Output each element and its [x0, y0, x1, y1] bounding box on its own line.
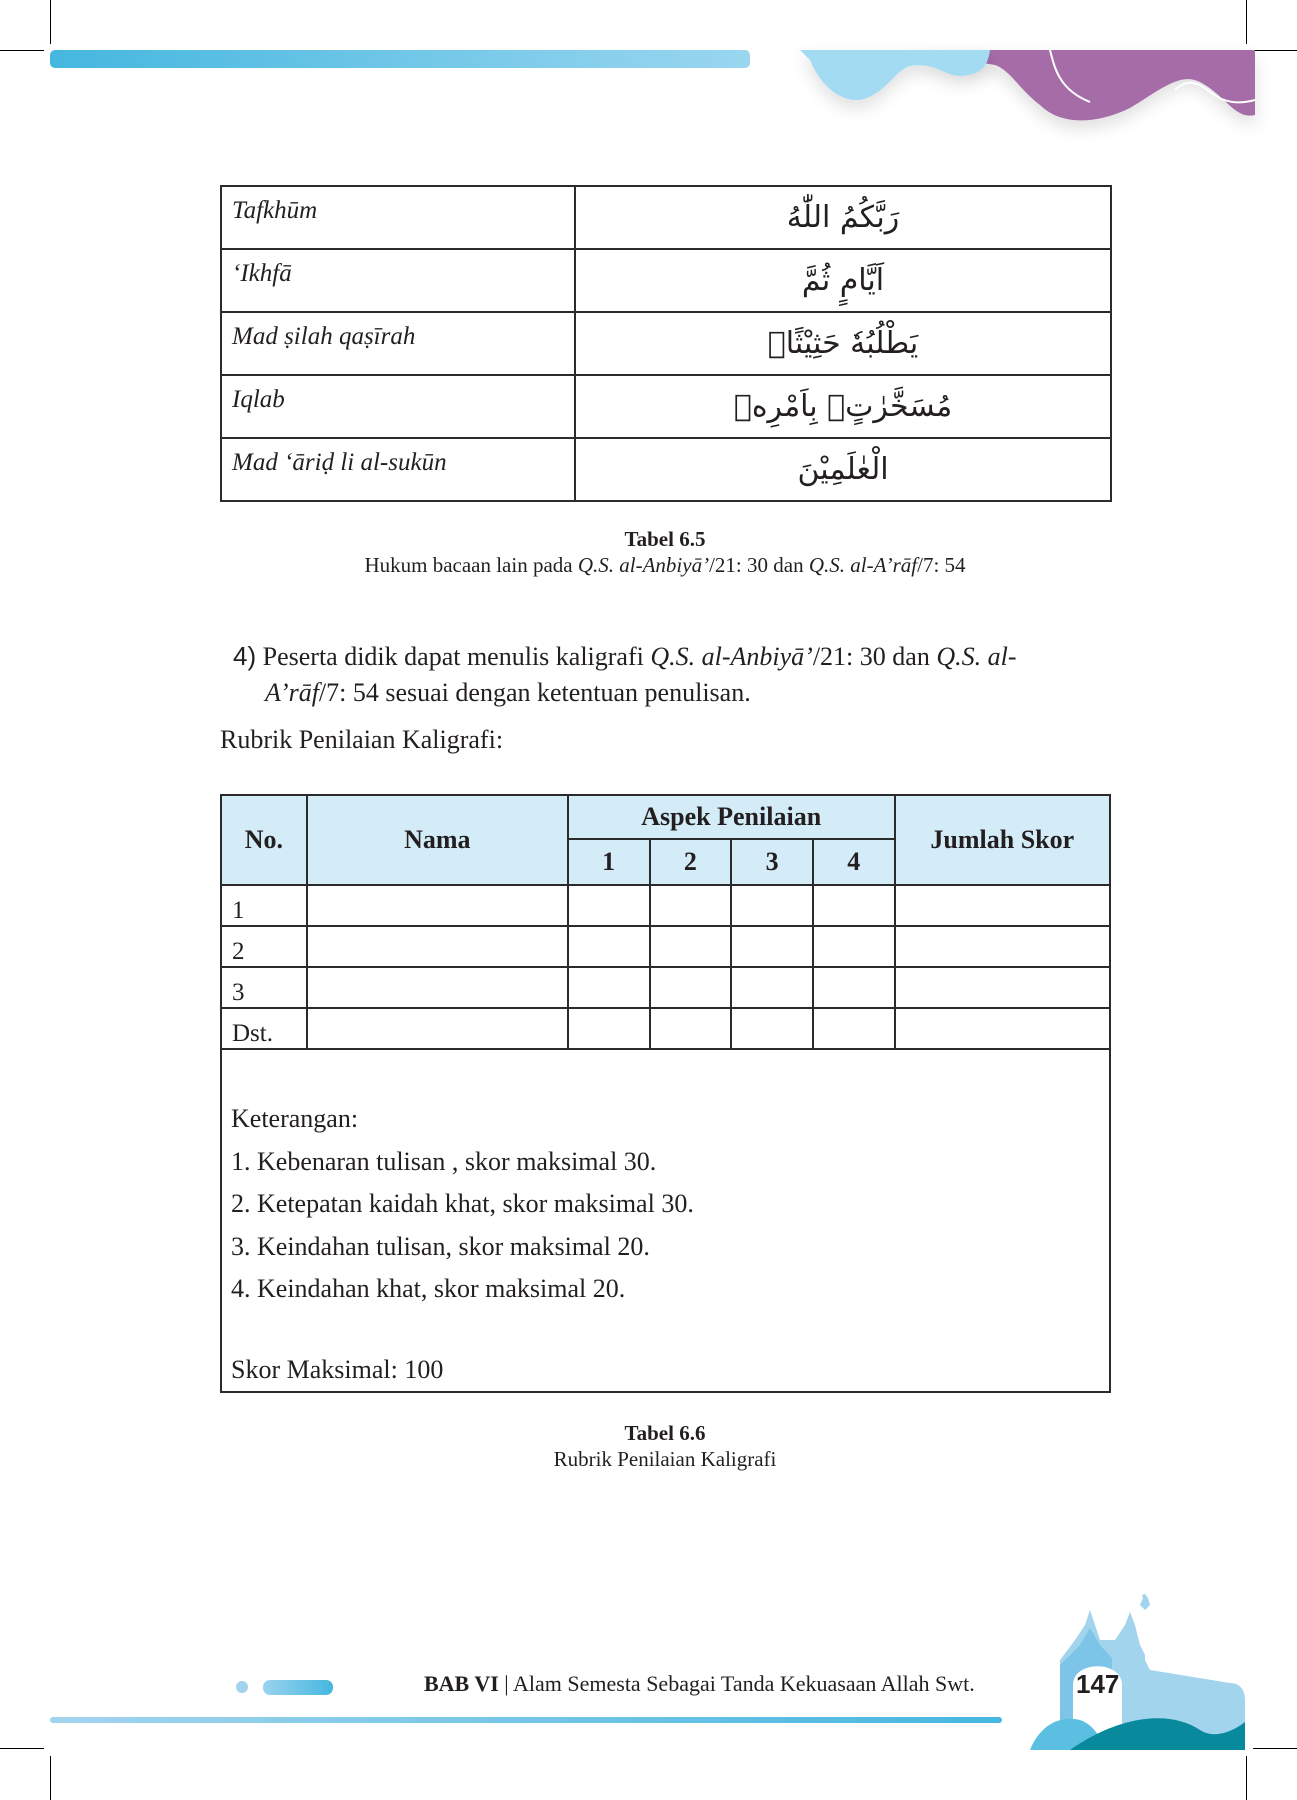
hukum-label: Mad ṣilah qaṣīrah [221, 312, 575, 375]
row-number: 3 [221, 967, 307, 1008]
notes-title: Keterangan: [231, 1104, 359, 1133]
separator: | [498, 1671, 513, 1696]
table-row [221, 885, 1110, 926]
chapter-title: Alam Semesta Sebagai Tanda Kekuasaan Allah Swt. [513, 1671, 975, 1696]
arabic-text: مُسَخَّرٰتٍۢ بِاَمْرِهٖ [575, 375, 1111, 438]
table-6-5-caption [0, 526, 1297, 578]
caption-title: Tabel 6.6 [624, 1421, 706, 1445]
score-cell [813, 967, 895, 1008]
notes-cell [221, 1049, 1110, 1392]
nama-cell [307, 1008, 568, 1049]
table-row [221, 375, 1111, 438]
hukum-label: ‘Ikhfā [221, 249, 575, 312]
chapter-label: BAB VI [424, 1671, 499, 1696]
item-text: Peserta didik dapat menulis kaligrafi [262, 642, 651, 671]
score-cell [731, 926, 813, 967]
row-number: 2 [221, 926, 307, 967]
notes-row [221, 1049, 1110, 1392]
hukum-label: Iqlab [221, 375, 575, 438]
score-cell [568, 967, 650, 1008]
item-number: 4) [233, 641, 257, 671]
caption-text: Hukum bacaan lain pada [364, 553, 578, 577]
row-number: 1 [221, 885, 307, 926]
header-nama: Nama [307, 795, 568, 885]
note-item: 4. Keindahan khat, skor maksimal 20. [231, 1274, 626, 1303]
table-row [221, 926, 1110, 967]
hukum-label: Mad ‘āriḍ li al-sukūn [221, 438, 575, 501]
arabic-text: الْعٰلَمِيْنَ [575, 438, 1111, 501]
score-cell [731, 1008, 813, 1049]
rubric-heading: Rubrik Penilaian Kaligrafi: [220, 725, 504, 754]
table-row [221, 967, 1110, 1008]
header-jumlah-skor: Jumlah Skor [895, 795, 1110, 885]
arabic-text: رَبَّكُمُ اللّٰهُ [575, 186, 1111, 249]
total-cell [895, 926, 1110, 967]
item-text: /21: 30 dan [812, 642, 937, 671]
score-cell [568, 1008, 650, 1049]
score-cell [568, 926, 650, 967]
score-cell [813, 885, 895, 926]
header-aspek-1: 1 [568, 839, 650, 885]
table-row [221, 438, 1111, 501]
item-ref: Q.S. al- [936, 642, 1017, 671]
nama-cell [307, 967, 568, 1008]
score-cell [650, 967, 732, 1008]
item-text: /7: 54 sesuai dengan ketentuan penulisan. [318, 678, 751, 707]
note-item: 3. Keindahan tulisan, skor maksimal 20. [231, 1231, 650, 1261]
caption-ref: Q.S. al-A’rāf [808, 553, 918, 577]
total-cell [895, 967, 1110, 1008]
score-cell [650, 885, 732, 926]
table-row [221, 186, 1111, 249]
caption-title: Tabel 6.5 [624, 527, 706, 551]
table-row [221, 249, 1111, 312]
table-row [221, 312, 1111, 375]
nama-cell [307, 885, 568, 926]
max-score: Skor Maksimal: 100 [231, 1354, 444, 1384]
caption-text: /7: 54 [917, 553, 966, 577]
header-wave-decoration [0, 0, 1297, 140]
page-number: 147 [1076, 1669, 1120, 1699]
note-item: 2. Ketepatan kaidah khat, skor maksimal 30. [231, 1189, 694, 1218]
total-cell [895, 885, 1110, 926]
score-cell [813, 1008, 895, 1049]
header-aspek-4: 4 [813, 839, 895, 885]
item-4-paragraph [233, 638, 1113, 711]
score-cell [731, 885, 813, 926]
score-cell [731, 967, 813, 1008]
score-cell [650, 1008, 732, 1049]
header-aspek-2: 2 [650, 839, 732, 885]
table-rubrik-penilaian [220, 794, 1111, 1393]
score-cell [650, 926, 732, 967]
caption-subtitle: Rubrik Penilaian Kaligrafi [553, 1447, 777, 1471]
header-aspek-3: 3 [731, 839, 813, 885]
table-row [221, 1008, 1110, 1049]
table-hukum-bacaan [220, 185, 1112, 502]
item-ref: Q.S. al-Anbiyā’ [650, 642, 813, 671]
row-number: Dst. [221, 1008, 307, 1049]
caption-text: /21: 30 dan [709, 553, 809, 577]
caption-subtitle [0, 552, 1297, 578]
arabic-text: يَطْلُبُهٗ حَثِيْثًاۙ [575, 312, 1111, 375]
score-cell [568, 885, 650, 926]
total-cell [895, 1008, 1110, 1049]
hukum-label: Tafkhūm [221, 186, 575, 249]
footer-chapter [424, 1671, 975, 1697]
item-ref: A’rāf [265, 678, 319, 707]
header-aspek: Aspek Penilaian [568, 795, 895, 839]
note-item: 1. Kebenaran tulisan , skor maksimal 30. [231, 1146, 657, 1176]
table-6-6-caption [0, 1420, 1297, 1472]
caption-ref: Q.S. al-Anbiyā’ [577, 553, 710, 577]
nama-cell [307, 926, 568, 967]
score-cell [813, 926, 895, 967]
arabic-text: اَيَّامٍ ثُمَّ [575, 249, 1111, 312]
header-no: No. [221, 795, 307, 885]
